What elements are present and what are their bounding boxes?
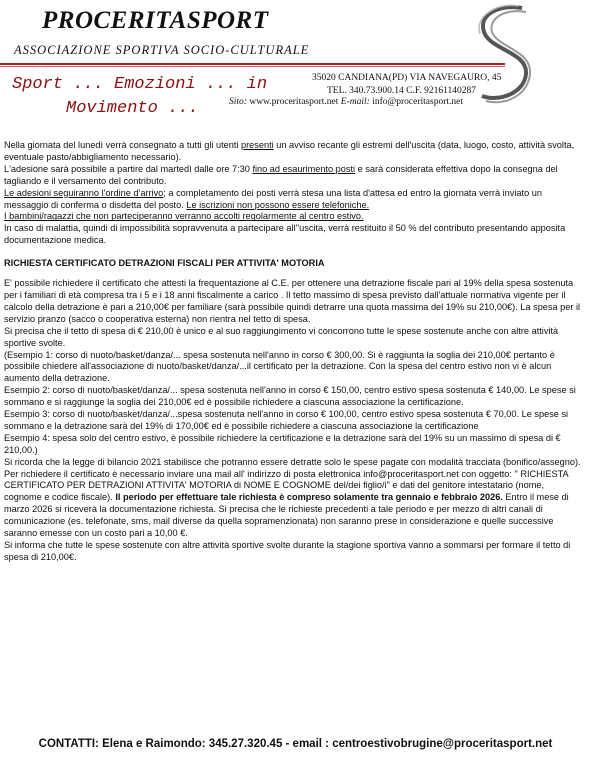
intro-paragraph-5: In caso di malattia, quindi di impossibilità sopravvenuta a partecipare all''uscita, verrà restituito il 50 % del contributo presentando apposita documentazione medica. (4, 223, 566, 246)
contacts-footer: CONTATTI: Elena e Raimondo: 345.27.320.45 - email : centroestivobrugine@proceritasport.net (38, 738, 553, 750)
address: 35020 CANDIANA(PD) VIA NAVEGAURO, 45 (312, 73, 502, 83)
intro-paragraph-2: L'adesione sarà possibile a partire dal martedì dalle ore 7:30 fino ad esaurimento posti e sarà considerata effettiva dopo la consegna del tagliando e il versamento del contributo. (4, 163, 558, 186)
intro-paragraph-3: Le adesioni seguiranno l'ordine d'arrivo; a completamento dei posti verrà stesa una lista d'attesa ed entro la giornata verrà inviato un messaggio di conferma o disdetta del posto. Le iscrizioni non possono essere telefoniche. (4, 187, 542, 210)
example-1: (Esempio 1: corso di nuoto/basket/danza/... spesa sostenuta nell'anno in corso € 300,00. Si è raggiunta la soglia dei 210,00€ pertanto è possibile chiedere all'associazione di nuoto/basket/danza/...il certificato per la detrazione. Con la spesa del centro estivo non vi è alcun aumento della detrazione. (4, 349, 555, 384)
header-rule-thin (0, 66, 505, 67)
section-paragraph-1: E' possibile richiedere il certificato che attesti la frequentazione al C.E. per ottenere una detrazione fiscale pari al 19% della spesa sostenuta per i familiari di età compresa tra i 5 e i 18 anni fiscalmente a carico . Il tetto massimo di spesa previsto dall'attuale normativa vigente per il calcolo della detrazione è pari a 210,00€ per familiare (sarà possibile quindi detrarre una quota massima del 19% su 210,00€). La spesa per il servizio pranzo (sacco o cooperativa esterna) non rientra nel tetto di spesa. (4, 278, 581, 324)
example-4: Esempio 4: spesa solo del centro estivo, è possibile richiedere la certificazione e la detrazione sarà del 19% su un massimo di spesa di € 210,00.) (4, 432, 561, 455)
email-label: E-mail: (340, 97, 370, 107)
letterhead (0, 0, 591, 130)
site-label: Sito: (229, 97, 247, 107)
association-subtitle: ASSOCIAZIONE SPORTIVA SOCIO-CULTURALE (14, 43, 310, 57)
document-body (4, 140, 584, 564)
intro-paragraph-1: Nella giornata del lunedì verrà consegnato a tutti gli utenti presenti un avviso recante gli estremi dell'uscita (data, luogo, costo, attività svolta, eventuale pasto/abbigliamento necessario). (4, 140, 575, 162)
header-rule (0, 63, 505, 65)
phone-fiscal-code: TEL. 340.73.900.14 C.F. 92161140287 (327, 86, 477, 96)
email-link[interactable]: info@proceritasport.net (372, 97, 463, 107)
site-link[interactable]: www.proceritasport.net (249, 97, 339, 107)
logo-swirl-icon (470, 2, 540, 107)
section-paragraph-5: Si informa che tutte le spese sostenute con altre attività sportive svolte durante la stagione sportiva vanno a sommarsi per formare il tetto di spesa di 210,00€. (4, 540, 571, 562)
contact-line (229, 97, 463, 107)
example-3: Esempio 3: corso di nuoto/basket/danza/...spesa sostenuta nell'anno in corso € 100,00, centro estivo spesa sostenuta € 70,00. Le spese si sommano e la detrazione sarà del 19% di 170,00€ ed è possibile richiedere a ciascuna associazione la certificazione (4, 409, 569, 431)
brand-name: PROCERITASPORT (42, 7, 269, 34)
slogan-line-2: Movimento ... (66, 99, 199, 118)
section-paragraph-2: Si precisa che il tetto di spesa di € 210,00 è unico e al suo raggiungimento vi concorrono tutte le spese sostenute anche con altre attività sportive svolte. (4, 325, 559, 348)
section-paragraph-3: Si ricorda che la legge di bilancio 2021 stabilisce che potranno essere detratte solo le spese pagate con modalità tracciata (bonifico/assegno). (4, 456, 581, 467)
slogan-line-1: Sport ... Emozioni ... in (12, 75, 268, 94)
example-2: Esempio 2: corso di nuoto/basket/danza/... spesa sostenuta nell'anno in corso € 150,00, centro estivo spesa sostenuta € 140,00. Le spese si sommano e si raggiunge la soglia dei 210,00€ ed è possibile richiedere a ciascuna associazione la certificazione. (4, 385, 576, 408)
section-title: RICHIESTA CERTIFICATO DETRAZIONI FISCALI PER ATTIVITA' MOTORIA (4, 258, 325, 269)
intro-paragraph-4: I bambini/ragazzi che non parteciperanno verranno accolti regolarmente al centro estivo. (4, 211, 364, 222)
section-paragraph-4: Per richiedere il certificato è necessario inviare una mail all' indirizzo di posta elettronica info@proceritasport.net con oggetto: " RICHIESTA CERTIFICATO PER DETRAZIONI ATTIVITA' MOTORIA di NOME E COGNOME del/dei figlio/i" e dati del genitore intestatario (nome, cognome e codice fiscale). Il periodo per effettuare tale richiesta è compreso solamente tra gennaio e febbraio 2026. Entro il mese di marzo 2026 si riceverà la documentazione richiesta. Si precisa che le richieste precedenti a tale periodo e per mezzo di altri canali di comunicazione (es. telefonate, sms, mail diverse da quella sopramenzionata) non saranno prese in considerazione e quelle successive saranno emesse con un costo pari a 10,00 €. (4, 468, 569, 539)
